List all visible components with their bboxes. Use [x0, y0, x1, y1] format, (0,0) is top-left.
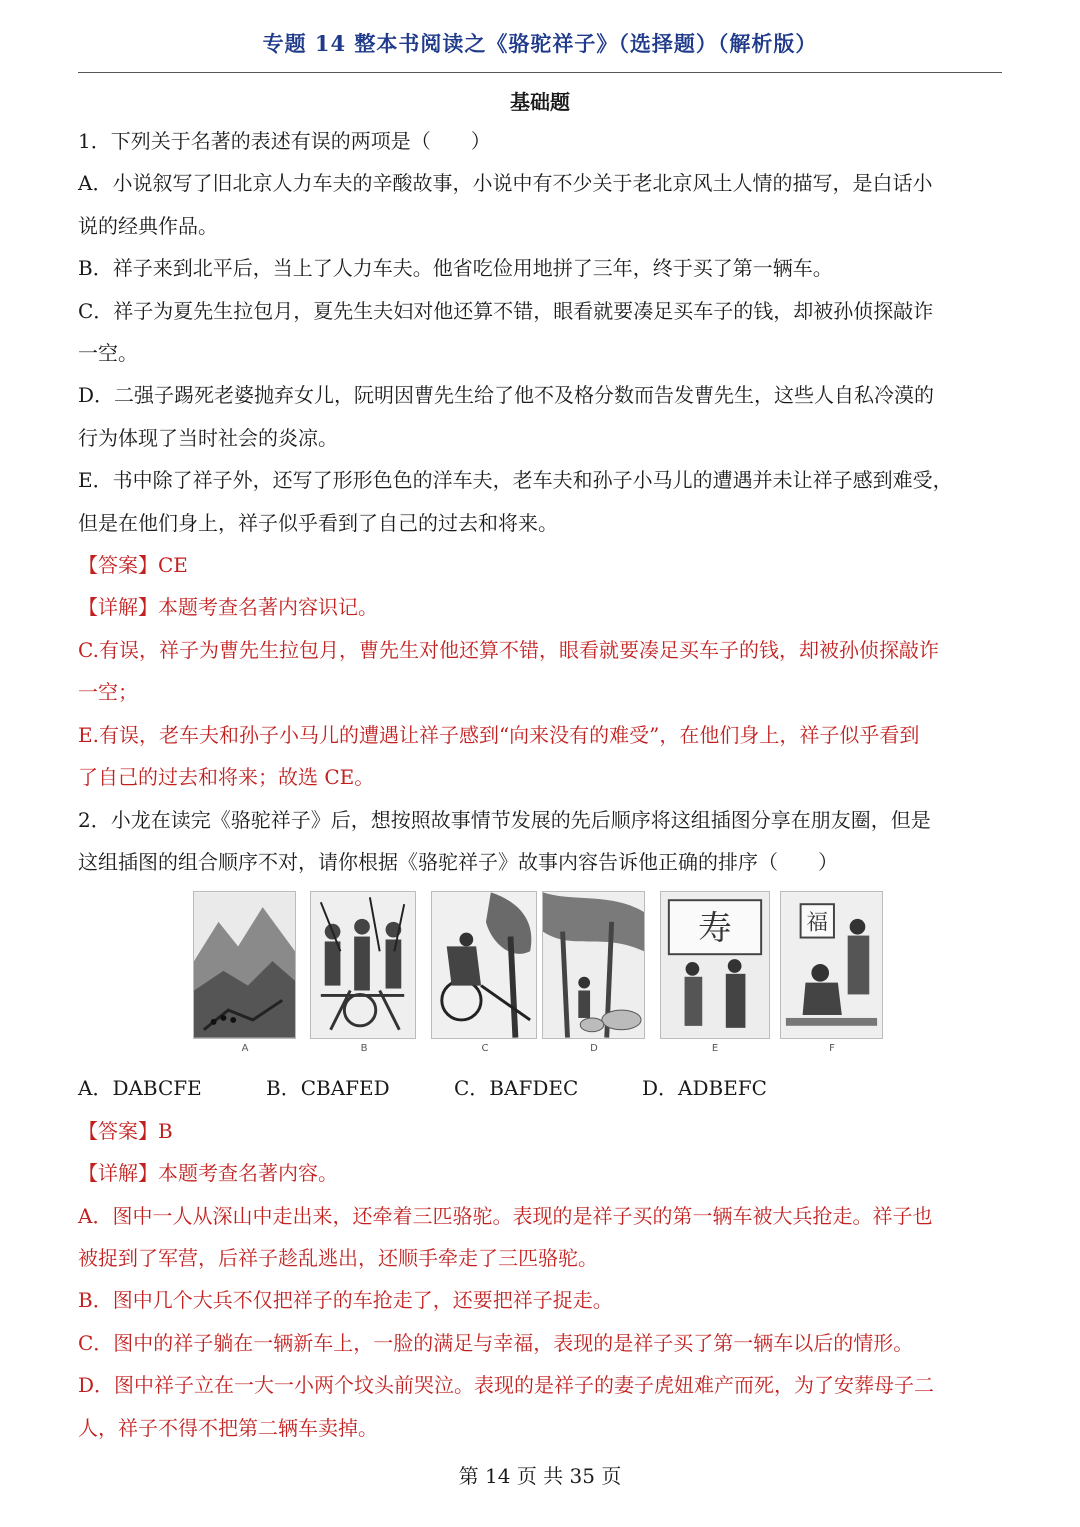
illustration-d	[542, 891, 645, 1039]
q2-option-a: A．DABCFE	[78, 1076, 202, 1101]
illustration-a	[193, 891, 296, 1039]
illustration-f-label: F	[829, 1043, 835, 1055]
illustration-b	[310, 891, 416, 1039]
q2-explain-d-line1: D．图中祥子立在一大一小两个坟头前哭泣。表现的是祥子的妻子虎妞难产而死，为了安葬母子二	[78, 1373, 935, 1398]
q1-option-b: B．祥子来到北平后，当上了人力车夫。他省吃俭用地拼了三年，终于买了第一辆车。	[78, 256, 833, 281]
q1-explain-c-line2: 一空；	[78, 680, 138, 705]
q2-stem-line1: 2．小龙在读完《骆驼祥子》后，想按照故事情节发展的先后顺序将这组插图分享在朋友圈，但是	[78, 807, 931, 832]
content	[78, 120, 1004, 1449]
q1-option-a-line2: 说的经典作品。	[78, 213, 218, 238]
section-title: 基础题	[510, 90, 570, 114]
q1-option-e-line1: E．书中除了祥子外，还写了形形色色的洋车夫，老车夫和孙子小马儿的遭遇并未让祥子感到难受，	[78, 468, 953, 493]
q2-option-b: B．CBAFED	[266, 1076, 390, 1101]
q1-stem: 1．下列关于名著的表述有误的两项是（ ）	[78, 129, 491, 153]
illustration-d-label: D	[590, 1043, 598, 1055]
illustration-e-character: 寿	[698, 908, 732, 948]
q1-option-d-line2: 行为体现了当时社会的炎凉。	[78, 425, 338, 450]
illustration-e	[660, 891, 770, 1039]
q1-explain-e-line1: E.有误，老车夫和孙子小马儿的遭遇让祥子感到“向来没有的难受”，在他们身上，祥子似乎看到	[78, 722, 920, 747]
q2-explain-a-line1: A．图中一人从深山中走出来，还牵着三匹骆驼。表现的是祥子买的第一辆车被大兵抢走。祥子也	[78, 1203, 933, 1228]
q2-stem-line2: 这组插图的组合顺序不对，请你根据《骆驼祥子》故事内容告诉他正确的排序（ ）	[78, 849, 838, 874]
illustration-c-label: C	[481, 1043, 489, 1055]
page-header-title: 专题 14 整本书阅读之《骆驼祥子》（选择题）（解析版）	[262, 31, 818, 56]
q2-explain-d-line2: 人，祥子不得不把第二辆车卖掉。	[78, 1415, 378, 1440]
q2-detail: 【详解】本题考查名著内容。	[78, 1161, 338, 1186]
q1-option-a-line1: A．小说叙写了旧北京人力车夫的辛酸故事，小说中有不少关于老北京风土人情的描写，是白话小	[78, 171, 933, 196]
illustration-a-label: A	[241, 1043, 249, 1055]
q1-option-d-line1: D．二强子踢死老婆抛弃女儿，阮明因曹先生给了他不及格分数而告发曹先生，这些人自私冷漠的	[78, 383, 935, 408]
q1-answer: 【答案】CE	[78, 553, 188, 578]
header-divider	[78, 72, 1002, 73]
q1-option-c-line2: 一空。	[78, 341, 138, 366]
illustration-gallery	[78, 891, 1004, 1061]
q1-explain-c-line1: C.有误，祥子为曹先生拉包月，曹先生对他还算不错，眼看就要凑足买车子的钱，却被孙侦探敲诈	[78, 637, 939, 662]
page-footer: 第 14 页 共 35 页	[458, 1464, 622, 1488]
illustration-e-label: E	[711, 1043, 719, 1055]
illustration-c	[431, 891, 537, 1039]
q2-option-c: C．BAFDEC	[454, 1076, 579, 1101]
illustration-b-label: B	[360, 1043, 368, 1055]
q1-explain-e-line2: 了自己的过去和将来；故选 CE。	[78, 765, 375, 790]
q1-option-e-line2: 但是在他们身上，祥子似乎看到了自己的过去和将来。	[78, 510, 558, 535]
q2-options	[78, 1067, 1004, 1109]
q1-detail: 【详解】本题考查名著内容识记。	[78, 595, 378, 620]
q1-option-c-line1: C．祥子为夏先生拉包月，夏先生夫妇对他还算不错，眼看就要凑足买车子的钱，却被孙侦探敲诈	[78, 298, 934, 323]
illustration-f-character: 福	[806, 911, 829, 937]
illustration-f	[780, 891, 883, 1039]
q2-explain-b: B．图中几个大兵不仅把祥子的车抢走了，还要把祥子捉走。	[78, 1288, 613, 1313]
q2-explain-c: C．图中的祥子躺在一辆新车上，一脸的满足与幸福，表现的是祥子买了第一辆车以后的情形。	[78, 1330, 914, 1355]
q2-explain-a-line2: 被捉到了军营，后祥子趁乱逃出，还顺手牵走了三匹骆驼。	[78, 1245, 598, 1270]
q2-answer: 【答案】B	[78, 1118, 173, 1143]
q2-option-d: D．ADBEFC	[642, 1076, 767, 1101]
